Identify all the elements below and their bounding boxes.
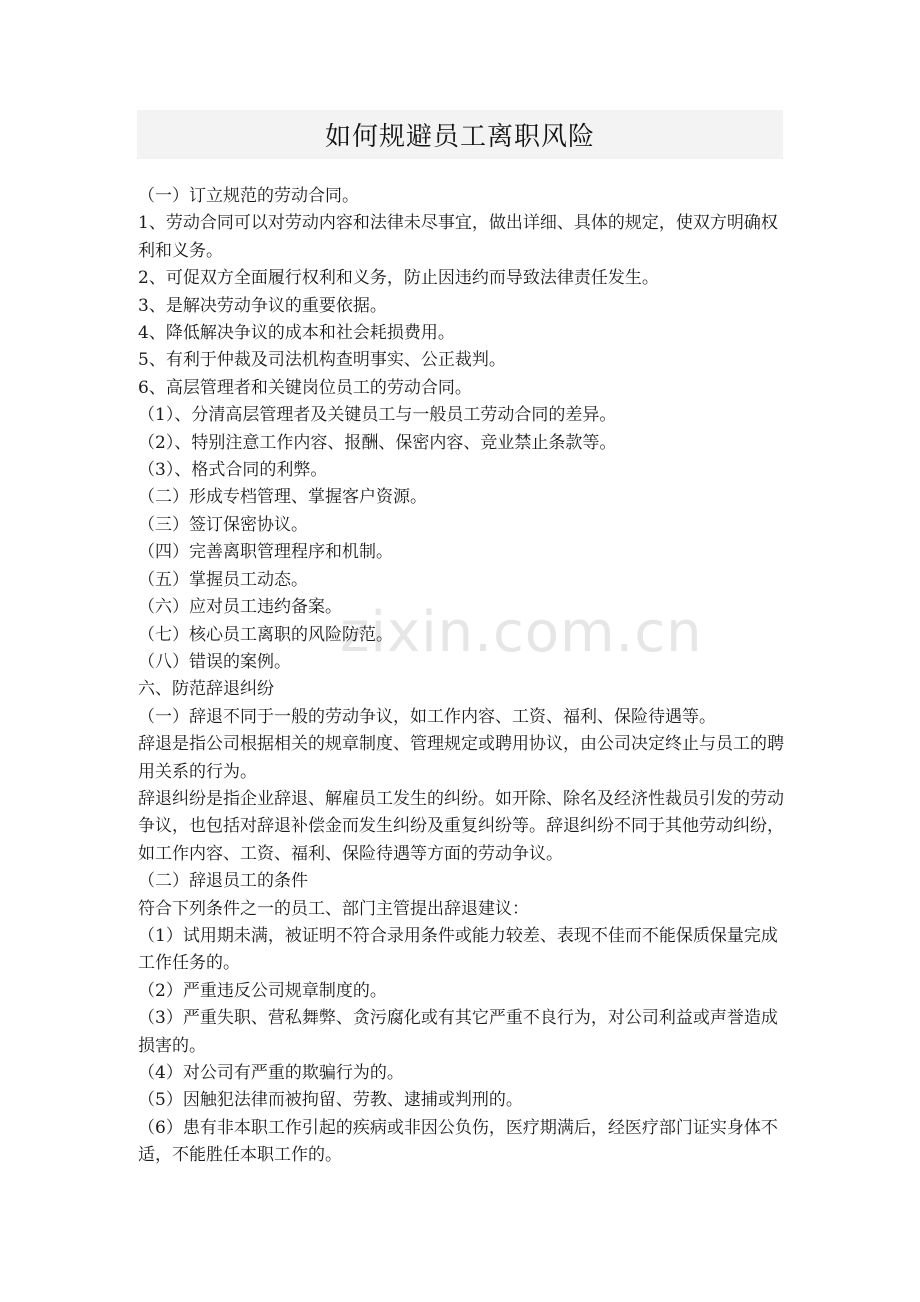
watermark: zixin.com.cn — [340, 600, 703, 665]
paragraph: 符合下列条件之一的员工、部门主管提出辞退建议： — [138, 898, 529, 919]
paragraph: 2、可促双方全面履行权利和义务，防止因违约而导致法律责任发生。 — [138, 268, 659, 289]
paragraph: （六）应对员工违约备案。 — [138, 597, 342, 618]
paragraph: 六、防范辞退纠纷 — [138, 679, 274, 700]
paragraph: （4）对公司有严重的欺骗行为的。 — [138, 1063, 404, 1083]
paragraph: 6、高层管理者和关键岗位员工的劳动合同。 — [138, 377, 472, 398]
paragraph: （二）辞退员工的条件 — [138, 871, 308, 892]
paragraph: （四）完善离职管理程序和机制。 — [138, 542, 393, 563]
paragraph: （6）患有非本职工作引起的疾病或非因公负伤，医疗期满后，经医疗部门证实身体不适，不能胜任本职工作的。 — [138, 1117, 778, 1166]
paragraph: 3、是解决劳动争议的重要依据。 — [138, 295, 387, 316]
document-body — [138, 183, 786, 1170]
paragraph: （一）辞退不同于一般的劳动争议，如工作内容、工资、福利、保险待遇等。 — [138, 706, 716, 727]
paragraph: 辞退是指公司根据相关的规章制度、管理规定或聘用协议，由公司决定终止与员工的聘用关系的行为。 — [138, 734, 784, 782]
paragraph: （五）掌握员工动态。 — [138, 569, 308, 590]
paragraph: （3）严重失职、营私舞弊、贪污腐化或有其它严重不良行为，对公司利益或声誉造成损害的。 — [138, 1008, 778, 1056]
paragraph: 辞退纠纷是指企业辞退、解雇员工发生的纠纷。如开除、除名及经济性裁员引发的劳动争议，也包括对辞退补偿金而发生纠纷及重复纠纷等。辞退纠纷不同于其他劳动纠纷，如工作内容、工资、福利、保险待遇等方面的劳动争议。 — [138, 788, 784, 864]
paragraph: （三）签订保密协议。 — [138, 514, 308, 535]
paragraph: （2）、特别注意工作内容、报酬、保密内容、竞业禁止条款等。 — [138, 432, 617, 453]
paragraph: （5）因触犯法律而被拘留、劳教、逮捕或判刑的。 — [138, 1090, 523, 1111]
paragraph: （2）严重违反公司规章制度的。 — [138, 980, 387, 1001]
paragraph: （八）错误的案例。 — [138, 651, 291, 672]
paragraph: （3）、格式合同的利弊。 — [138, 460, 328, 481]
paragraph: （二）形成专档管理、掌握客户资源。 — [138, 487, 427, 508]
paragraph: 1、劳动合同可以对劳动内容和法律未尽事宜，做出详细、具体的规定，使双方明确权利和义务。 — [138, 213, 778, 261]
paragraph: （七）核心员工离职的风险防范。 — [138, 624, 393, 645]
paragraph: 4、降低解决争议的成本和社会耗损费用。 — [138, 323, 455, 344]
document-title: 如何规避员工离职风险 — [324, 122, 595, 152]
title-band — [137, 110, 783, 159]
paragraph: 5、有利于仲裁及司法机构查明事实、公正裁判。 — [138, 350, 506, 371]
paragraph: （一）订立规范的劳动合同。 — [138, 186, 359, 206]
paragraph: （1）试用期未满，被证明不符合录用条件或能力较差、表现不佳而不能保质保量完成工作任务的。 — [138, 925, 778, 974]
paragraph: （1）、分清高层管理者及关键员工与一般员工劳动合同的差异。 — [138, 405, 617, 426]
